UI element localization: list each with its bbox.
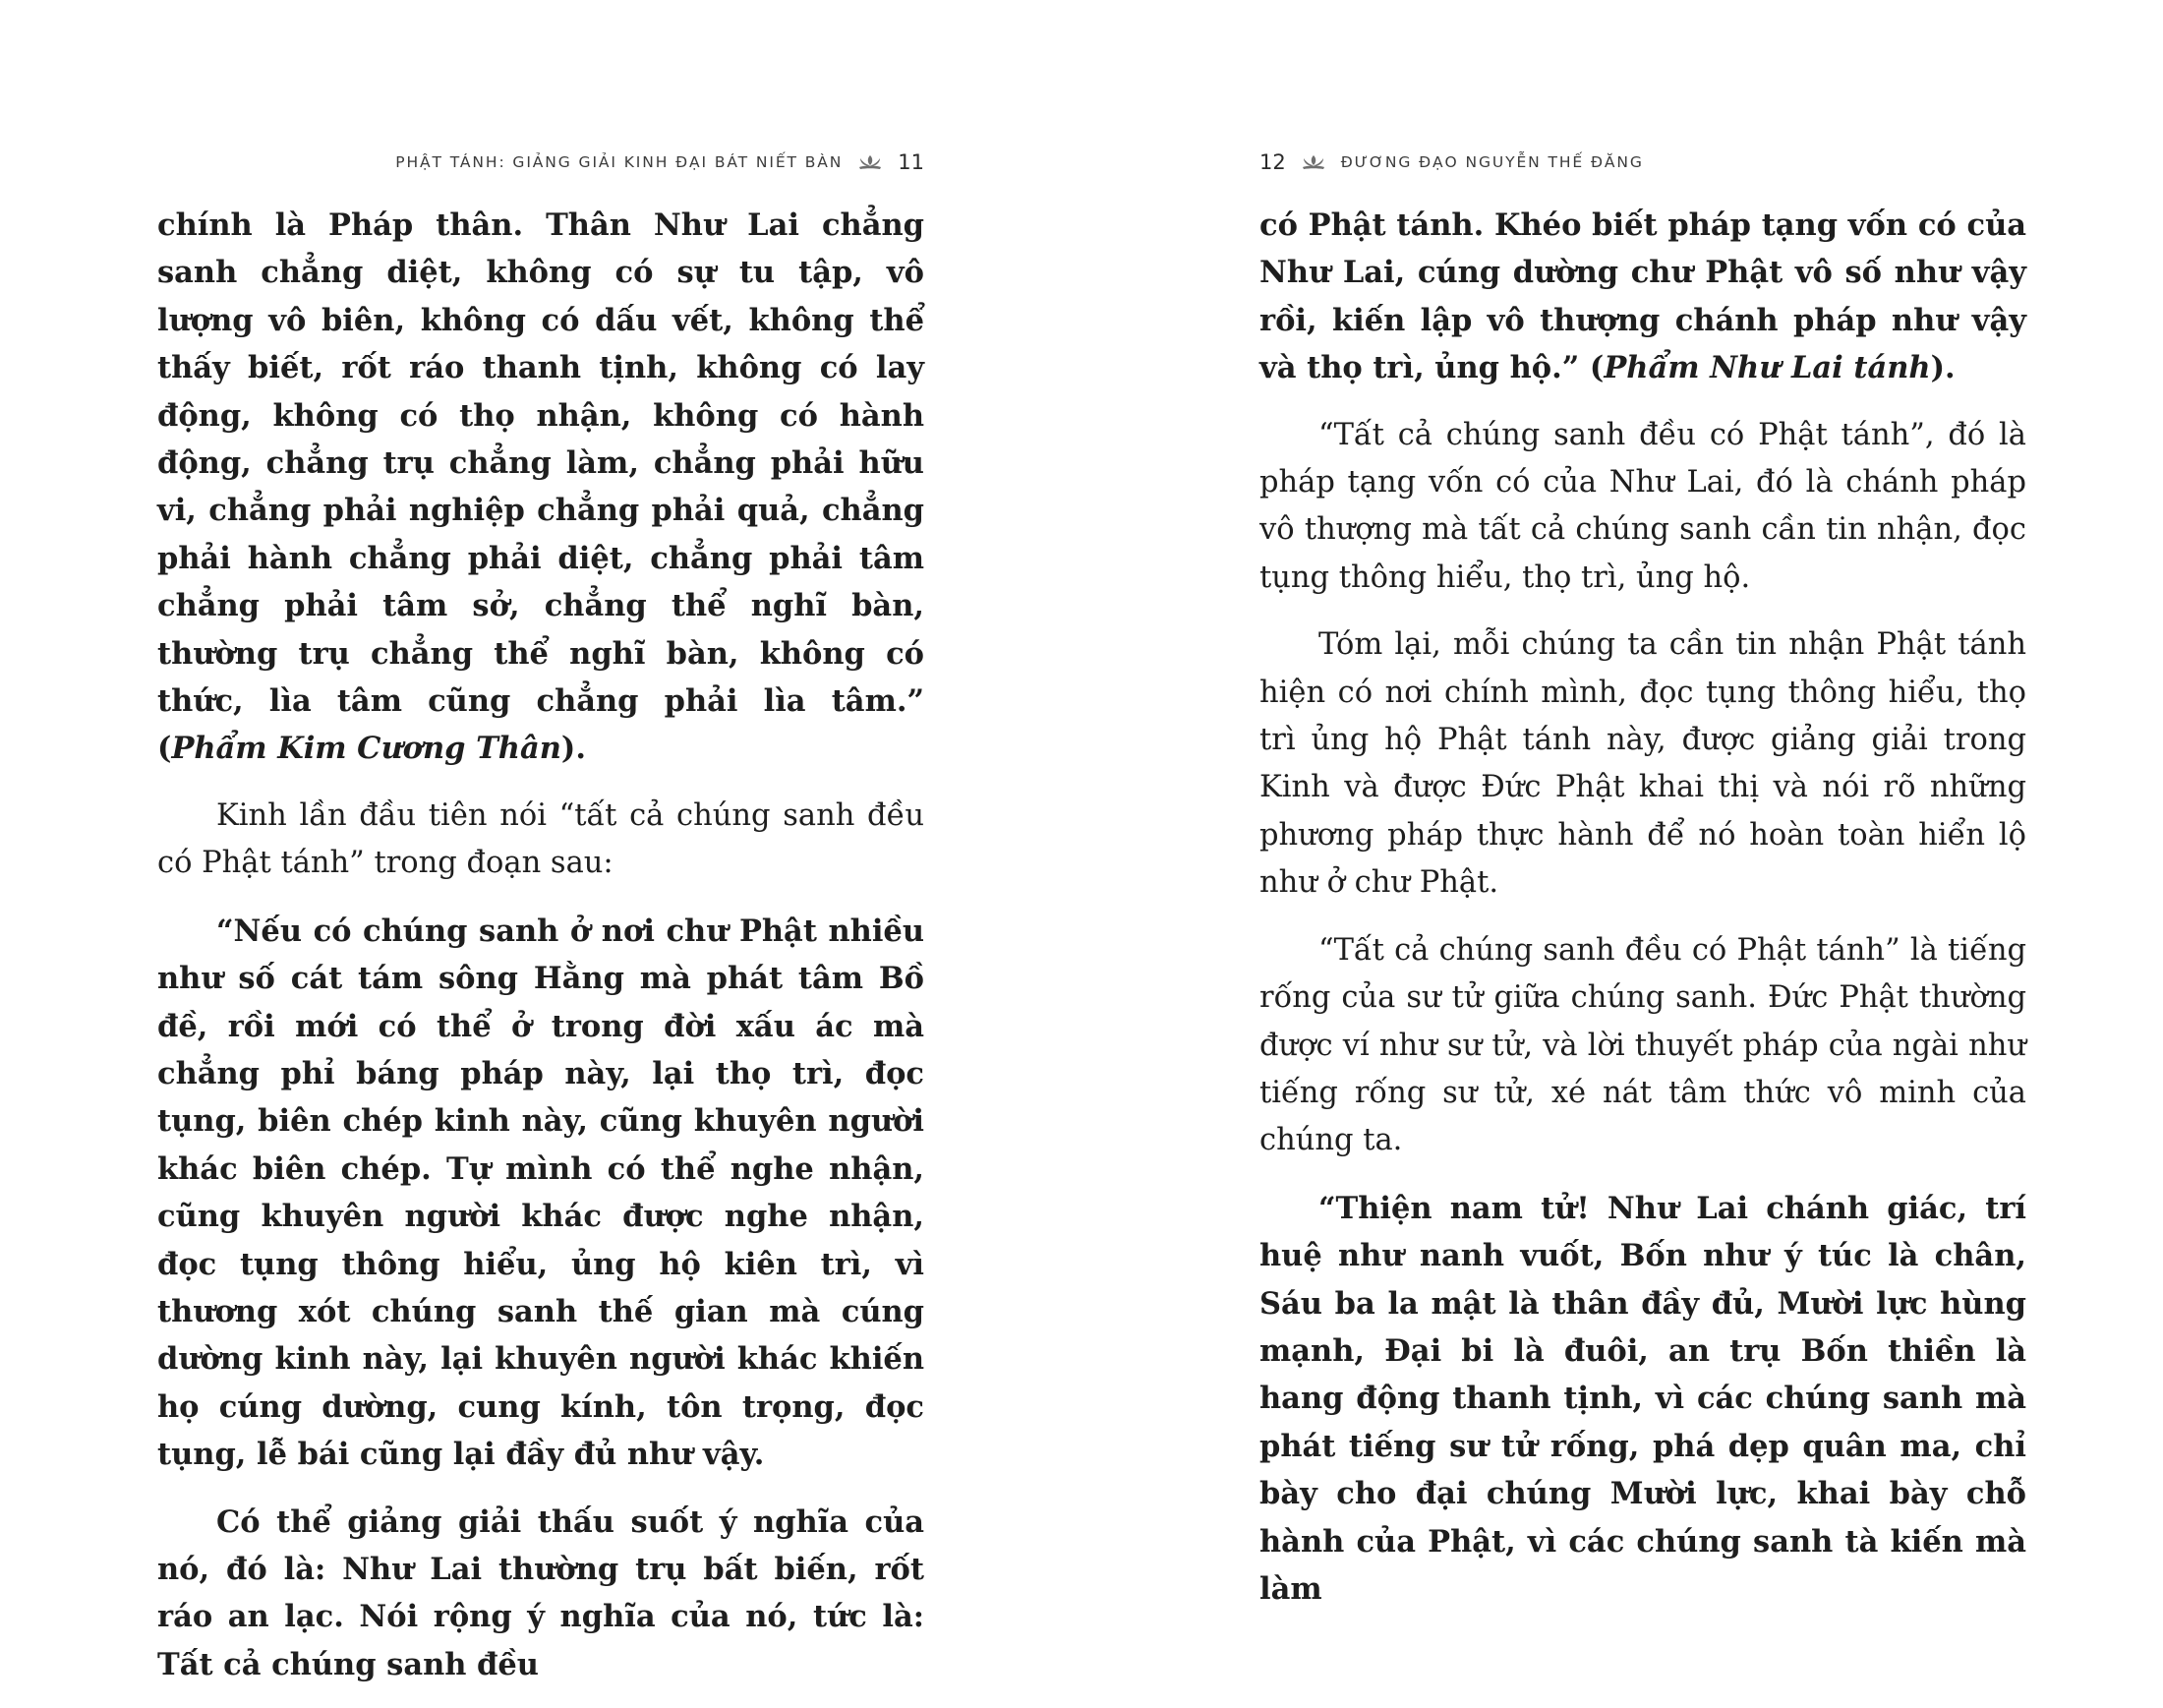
quote-paragraph: Có thể giảng giải thấu suốt ý nghĩa của nó, đó là: Như Lai thường trụ bất biến, rốt ráo an lạc. Nói rộng ý nghĩa của nó, tức là: Tất cả chúng sanh đều <box>157 1503 924 1682</box>
book-title-header: PHẬT TÁNH: GIẢNG GIẢI KINH ĐẠI BÁT NIẾT BÀN <box>395 153 844 171</box>
paragraph <box>157 202 924 773</box>
left-page <box>157 0 924 1682</box>
right-body-text <box>1259 202 2026 1632</box>
paragraph: Kinh lần đầu tiên nói “tất cả chúng sanh đều có Phật tánh” trong đoạn sau: <box>157 797 924 881</box>
citation-close: ). <box>560 731 586 767</box>
paragraph-text: có Phật tánh. Khéo biết pháp tạng vốn có của Như Lai, cúng dường chư Phật vô số như vậy rồi, kiến lập vô thượng chánh pháp như vậy và thọ trì, ủng hộ.” ( <box>1259 207 2026 386</box>
paragraph: “Tất cả chúng sanh đều có Phật tánh”, đó là pháp tạng vốn có của Như Lai, đó là chánh pháp vô thượng mà tất cả chúng sanh cần tin nhận, đọc tụng thông hiểu, thọ trì, ủng hộ. <box>1259 417 2026 595</box>
citation: Phẩm Kim Cương Thân <box>171 731 561 767</box>
lotus-icon <box>856 153 884 171</box>
running-header-left <box>157 147 924 177</box>
paragraph: “Tất cả chúng sanh đều có Phật tánh” là tiếng rống của sư tử giữa chúng sanh. Đức Phật thường được ví như sư tử, và lời thuyết pháp của ngài như tiếng rống sư tử, xé nát tâm thức vô minh của chúng ta. <box>1259 932 2026 1158</box>
quote-paragraph: “Thiện nam tử! Như Lai chánh giác, trí huệ như nanh vuốt, Bốn như ý túc là chân, Sáu ba la mật là thân đầy đủ, Mười lực hùng mạnh, Đại bi là đuôi, an trụ Bốn thiền là hang động thanh tịnh, vì các chúng sanh mà phát tiếng sư tử rống, phá dẹp quân ma, chỉ bày cho đại chúng Mười lực, khai bày chỗ hành của Phật, vì các chúng sanh tà kiến mà làm <box>1259 1190 2026 1607</box>
right-page <box>1259 0 2026 1672</box>
page-number: 11 <box>898 150 924 174</box>
author-header: ĐƯƠNG ĐẠO NGUYỄN THẾ ĐĂNG <box>1340 153 1644 171</box>
running-header-right <box>1259 147 2026 177</box>
paragraph-text: chính là Pháp thân. Thân Như Lai chẳng sanh chẳng diệt, không có sự tu tập, vô lượng vô biên, không có dấu vết, không thể thấy biết, rốt ráo thanh tịnh, không có lay động, không có thọ nhận, không có hành động, chẳng trụ chẳng làm, chẳng phải hữu vi, chẳng phải nghiệp chẳng phải quả, chẳng phải hành chẳng phải diệt, chẳng phải tâm chẳng phải tâm sở, chẳng thể nghĩ bàn, thường trụ chẳng thể nghĩ bàn, không có thức, lìa tâm cũng chẳng phải lìa tâm.” ( <box>157 207 924 767</box>
citation: Phẩm Như Lai tánh <box>1604 350 1931 386</box>
paragraph: Tóm lại, mỗi chúng ta cần tin nhận Phật tánh hiện có nơi chính mình, đọc tụng thông hiểu, thọ trì ủng hộ Phật tánh này, được giảng giải trong Kinh và được Đức Phật khai thị và nói rõ những phương pháp thực hành để nó hoàn toàn hiển lộ như ở chư Phật. <box>1259 627 2026 901</box>
left-body-text <box>157 202 924 1708</box>
paragraph <box>1259 202 2026 392</box>
lotus-icon <box>1300 153 1327 171</box>
citation-close: ). <box>1930 350 1956 386</box>
quote-paragraph: “Nếu có chúng sanh ở nơi chư Phật nhiều như số cát tám sông Hằng mà phát tâm Bồ đề, rồi mới có thể ở trong đời xấu ác mà chẳng phỉ báng pháp này, lại thọ trì, đọc tụng, biên chép kinh này, cũng khuyên người khác biên chép. Tự mình có thể nghe nhận, cũng khuyên người khác được nghe nhận, đọc tụng thông hiểu, ủng hộ kiên trì, vì thương xót chúng sanh thế gian mà cúng dường kinh này, lại khuyên người khác khiến họ cúng dường, cung kính, tôn trọng, đọc tụng, lễ bái cũng lại đầy đủ như vậy. <box>157 913 924 1473</box>
page-number: 12 <box>1259 150 1286 174</box>
